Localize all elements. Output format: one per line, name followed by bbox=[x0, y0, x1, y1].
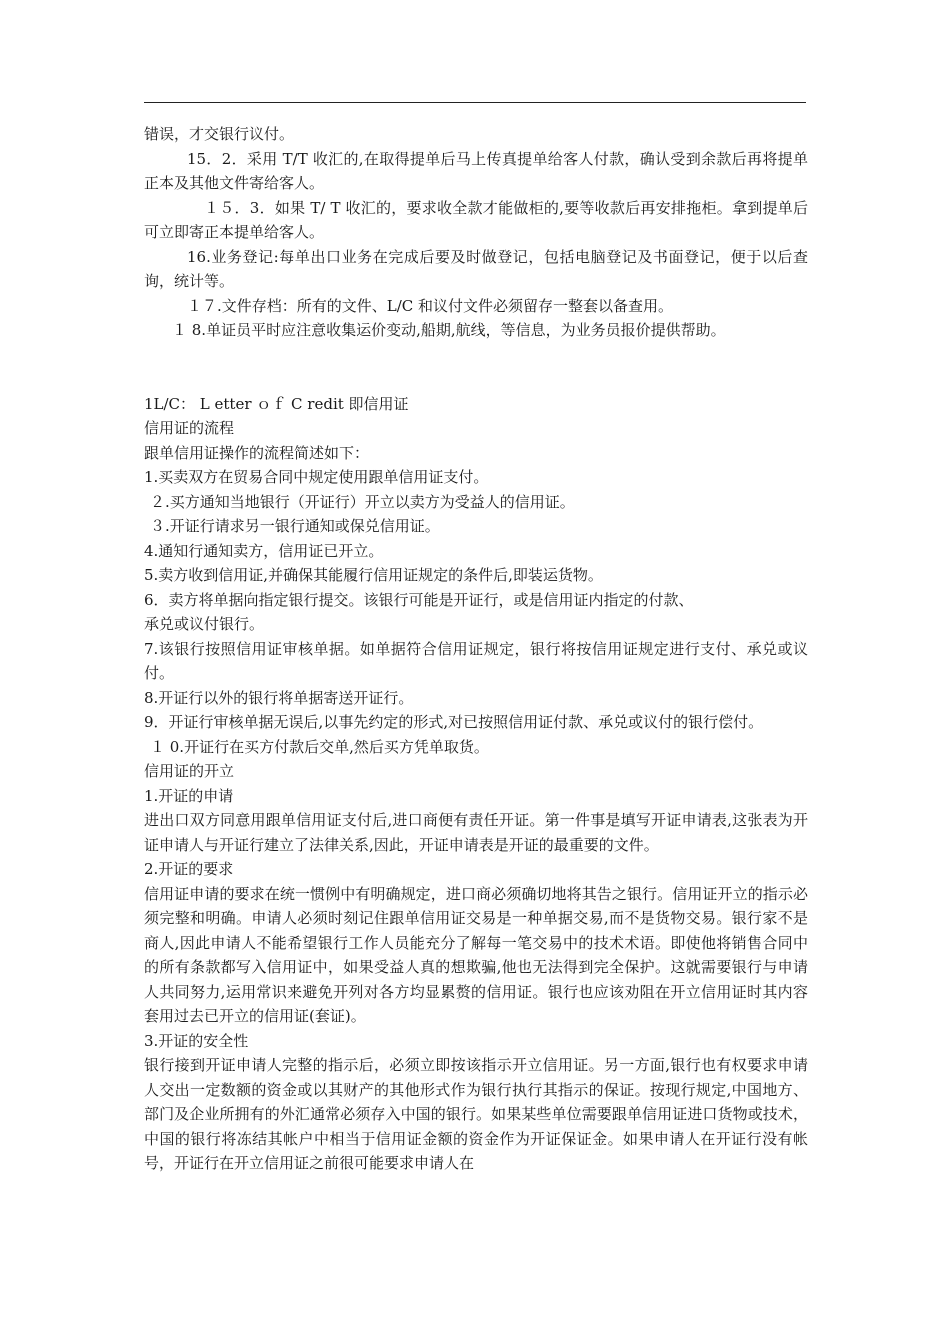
paragraph: 16.业务登记:每单出口业务在完成后要及时做登记，包括电脑登记及书面登记，便于以后查询，统计等。 bbox=[144, 247, 808, 290]
paragraph: １ 8.单证员平时应注意收集运价变动,船期,航线，等信息，为业务员报价提供帮助。 bbox=[172, 321, 726, 339]
list-item: ２.买方通知当地银行（开证行）开立以卖方为受益人的信用证。 bbox=[150, 492, 575, 511]
paragraph: 银行接到开证申请人完整的指示后，必须立即按该指示开立信用证。另一方面,银行也有权要求申请人交出一定数额的资金或以其财产的其他形式作为银行执行其指示的保证。按现行规定,中国地方、部门及企业所拥有的外汇通常必须存入中国的银行。如果某些单位需要跟单信用证进口货物或技术，中国的银行将冻结其帐户中相当于信用证金额的资金作为开证保证金。如果申请人在开证行没有帐号，开证行在开立信用证之前很可能要求申请人在 bbox=[144, 1056, 808, 1172]
section-heading: 信用证的流程 bbox=[144, 419, 235, 437]
subsection-heading: 1.开证的申请 bbox=[144, 786, 234, 805]
paragraph: １７.文件存档：所有的文件、L/C 和议付文件必须留存一整套以备查用。 bbox=[187, 296, 674, 315]
list-item: １ 0.开证行在买方付款后交单,然后买方凭单取货。 bbox=[150, 737, 489, 756]
paragraph: 进出口双方同意用跟单信用证支付后,进口商便有责任开证。第一件事是填写开证申请表,这张表为开证申请人与开证行建立了法律关系,因此，开证申请表是开证的最重要的文件。 bbox=[144, 811, 808, 854]
list-item: 9．开证行审核单据无误后,以事先约定的形式,对已按照信用证付款、承兑或议付的银行偿付。 bbox=[144, 713, 764, 731]
list-item: 7.该银行按照信用证审核单据。如单据符合信用证规定，银行将按信用证规定进行支付、承兑或议付。 bbox=[144, 639, 808, 682]
subsection-heading: 3.开证的安全性 bbox=[144, 1031, 249, 1050]
list-item: 1.买卖双方在贸易合同中规定使用跟单信用证支付。 bbox=[144, 468, 489, 486]
paragraph: 15．2．采用 T/T 收汇的,在取得提单后马上传真提单给客人付款，确认受到余款后再将提单正本及其他文件寄给客人。 bbox=[144, 149, 808, 192]
paragraph: 信用证申请的要求在统一惯例中有明确规定，进口商必须确切地将其告之银行。信用证开立的指示必须完整和明确。申请人必须时刻记住跟单信用证交易是一种单据交易,而不是货物交易。银行家不是商人,因此申请人不能希望银行工作人员能充分了解每一笔交易中的技术术语。即使他将销售合同中的所有条款都写入信用证中，如果受益人真的想欺骗,他也无法得到完全保护。这就需要银行与申请人共同努力,运用常识来避免开列对各方均显累赘的信用证。银行也应该劝阻在开立信用证时其内容套用过去已开立的信用证(套证)。 bbox=[144, 884, 808, 1025]
list-item: 8.开证行以外的银行将单据寄送开证行。 bbox=[144, 688, 414, 707]
header-rule bbox=[144, 102, 806, 103]
list-item: ３.开证行请求另一银行通知或保兑信用证。 bbox=[150, 517, 440, 535]
section-heading: 信用证的开立 bbox=[144, 762, 235, 780]
section-heading: 1L/C： L etter ｏｆ C redit 即信用证 bbox=[144, 394, 409, 413]
subsection-heading: 2.开证的要求 bbox=[144, 860, 234, 878]
document-body bbox=[144, 122, 808, 1176]
paragraph: 跟单信用证操作的流程简述如下： bbox=[144, 443, 370, 462]
paragraph: 错误，才交银行议付。 bbox=[144, 125, 295, 143]
paragraph: １５．3．如果 T/ T 收汇的，要求收全款才能做柜的,要等收款后再安排拖柜。拿到提单后可立即寄正本提单给客人。 bbox=[144, 198, 808, 241]
list-item: 承兑或议付银行。 bbox=[144, 615, 265, 633]
list-item: 6．卖方将单据向指定银行提交。该银行可能是开证行，或是信用证内指定的付款、 bbox=[144, 590, 694, 609]
list-item: 4.通知行通知卖方，信用证已开立。 bbox=[144, 541, 384, 560]
spacer bbox=[144, 343, 808, 392]
list-item: 5.卖方收到信用证,并确保其能履行信用证规定的条件后,即装运货物。 bbox=[144, 566, 603, 584]
